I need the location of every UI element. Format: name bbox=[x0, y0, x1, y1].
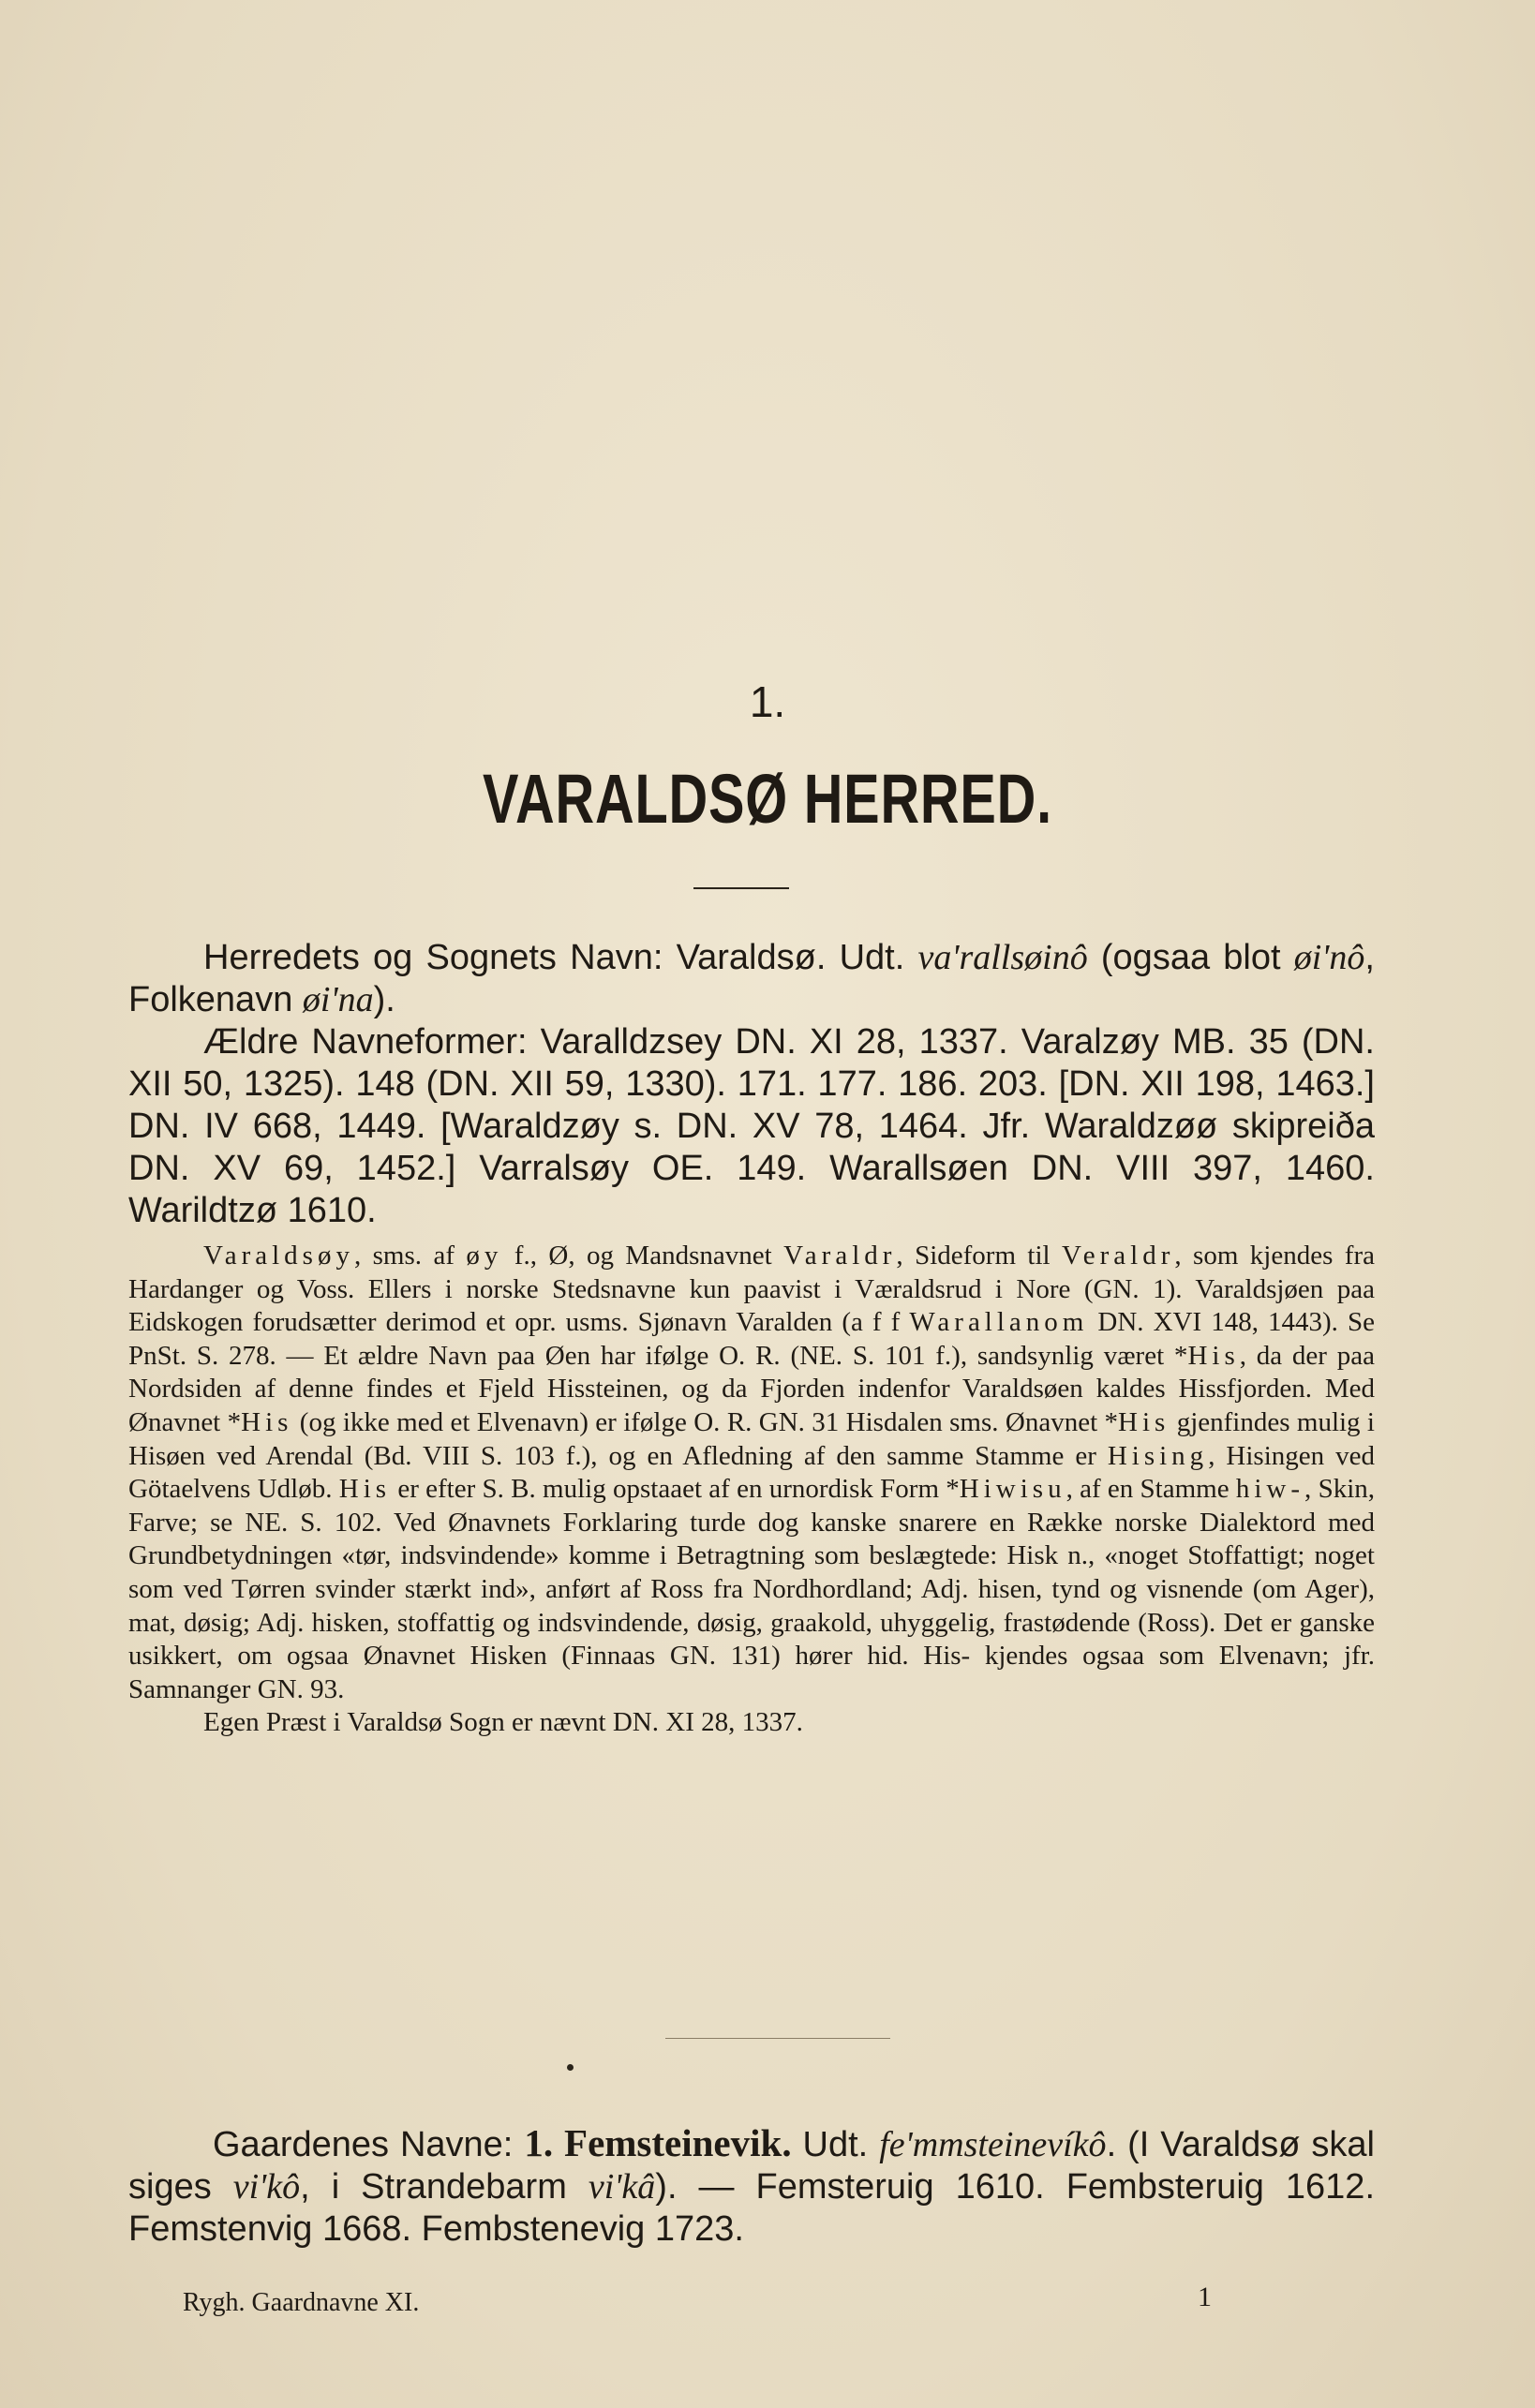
text: f., Ø, og Mandsnavnet bbox=[502, 1241, 784, 1271]
names-block bbox=[128, 937, 1375, 1232]
page-number: 1 bbox=[1198, 2282, 1212, 2312]
pronunciation: vi'kô bbox=[232, 2167, 301, 2207]
text: , Skin, Farve; se NE. S. 102. Ved Ønavnets Forklaring turde dog kanske snarere en Række norske Dialektord med Grundbetydningen «tør, indsvindende» komme i Betragtning som beslægtede: Hisk n., «noget Stoffattigt; noget som ved Tørren svinder stærkt ind», anført af Ross fra Nordhordland; Adj. hisen, tynd og visnende (om Ager), mat, døsig; Adj. hisken, stoffattig og indsvindende, døsig, graakold, uhyggelig, frastødende (Ross). Det er ganske usikkert, om ogsaa Ønavnet Hisken (Finnaas GN. 131) hører hid. His- kjendes ogsaa som Elvenavn; jfr. Samnanger GN. 93. bbox=[128, 1474, 1376, 1704]
section-number: 1. bbox=[749, 677, 786, 726]
spaced-term: Varaldsøy bbox=[203, 1241, 354, 1271]
page-title: VARALDSØ HERRED. bbox=[483, 760, 1052, 838]
pronunciation: fe'mmsteinevíkô bbox=[879, 2125, 1107, 2164]
bleed-through-shadow bbox=[112, 94, 1424, 656]
explanation-block bbox=[128, 1240, 1375, 1740]
farm-number: 1. bbox=[524, 2121, 554, 2164]
text: ). — Femsteruig 1610. Fembsteruig 1612. Femstenvig 1668. Fembstenevig 1723. bbox=[128, 2167, 1376, 2249]
text: gjenfindes mulig i Hisøen ved Arendal (Bd. VIII S. 103 f.), og en Afledning af den samme Stamme er bbox=[128, 1406, 1375, 1471]
explanation-paragraph bbox=[128, 1240, 1375, 1706]
text: , som kjendes fra Hardanger og Voss. Ellers i norske Stedsnavne kun paavist i Væraldsrud i Nore (GN. 1). Varaldsjøen paa Eidskogen forudsætter derimod et opr. usms. Sjønavn Varalden (a f f bbox=[128, 1241, 1375, 1338]
spaced-term: Varaldr bbox=[783, 1241, 897, 1271]
spaced-term: His bbox=[338, 1474, 392, 1505]
text: Udt. bbox=[791, 2125, 880, 2164]
spaced-term: hiw- bbox=[1235, 1474, 1305, 1505]
farm-label: Gaardenes Navne: bbox=[213, 2125, 525, 2164]
text: , sms. af bbox=[353, 1241, 467, 1271]
text: (og ikke med et Elvenavn) er ifølge O. R. GN. 31 Hisdalen sms. Ønavnet * bbox=[292, 1406, 1119, 1437]
priest-note: Egen Præst i Varaldsø Sogn er nævnt DN. XI 28, 1337. bbox=[203, 1707, 803, 1738]
spaced-term: His bbox=[1118, 1406, 1170, 1437]
spaced-term: øy bbox=[466, 1241, 503, 1271]
spaced-term: His bbox=[241, 1406, 293, 1437]
pronunciation: øi'na bbox=[302, 980, 374, 1019]
spaced-term: Veraldr bbox=[1062, 1241, 1175, 1271]
ink-dot bbox=[567, 2064, 574, 2071]
spaced-term: Warallanom bbox=[909, 1307, 1089, 1338]
text: , i Strandebarm bbox=[300, 2167, 589, 2207]
pronunciation: vi'kâ bbox=[588, 2167, 656, 2207]
spaced-term: Hising bbox=[1107, 1440, 1209, 1471]
farm-names-block bbox=[128, 2122, 1375, 2251]
spaced-term: His bbox=[1187, 1340, 1240, 1371]
text: er efter S. B. mulig opstaaet af en urnordisk Form * bbox=[391, 1474, 960, 1505]
text: , af en Stamme bbox=[1066, 1474, 1236, 1505]
text: DN. XVI 148, 1443). Se PnSt. S. 278. — Et ældre Navn paa Øen har ifølge O. R. (NE. S. 101 f.), sandsynlig været * bbox=[128, 1307, 1375, 1371]
text: , Hisingen ved Götaelvens Udløb. bbox=[128, 1440, 1375, 1505]
pronunciation: va'rallsøinô bbox=[917, 938, 1088, 977]
names-text: Herredets og Sognets Navn: Varaldsø. Udt. bbox=[203, 938, 918, 977]
footer-signature: Rygh. Gaardnavne XI. bbox=[183, 2288, 420, 2317]
title-rule bbox=[693, 887, 789, 889]
farm-entry-1 bbox=[128, 2122, 1375, 2251]
farm-name: Femsteinevik. bbox=[564, 2121, 792, 2164]
names-text: (ogsaa blot bbox=[1087, 938, 1294, 977]
faint-divider bbox=[665, 2038, 890, 2039]
names-text: , Folkenavn bbox=[128, 938, 1375, 1019]
herred-name-paragraph bbox=[128, 937, 1375, 1021]
text: , da der paa Nordsiden af denne findes et Fjeld Hissteinen, og da Fjorden indenfor Varaldsøen kaldes Hissfjorden. Med Ønavnet * bbox=[128, 1340, 1375, 1437]
older-forms-paragraph: Ældre Navneformer: Varalldzsey DN. XI 28, 1337. Varalzøy MB. 35 (DN. XII 50, 1325). 148 (DN. XII 59, 1330). 171. 177. 186. 203. [DN. XII 198, 1463.] DN. IV 668, 1449. [Waraldzøy s. DN. XV 78, 1464. Jfr. Waraldzøø skipreiða DN. XV 69, 1452.] Varralsøy OE. 149. Warallsøen DN. VIII 397, 1460. Warildtzø 1610. bbox=[128, 1022, 1375, 1230]
text: . (I Varaldsø skal siges bbox=[128, 2125, 1375, 2207]
text: , Sideform til bbox=[896, 1241, 1063, 1271]
names-text: ). bbox=[373, 980, 395, 1019]
spaced-term: Hiwisu bbox=[959, 1474, 1066, 1505]
pronunciation: øi'nô bbox=[1293, 938, 1365, 977]
